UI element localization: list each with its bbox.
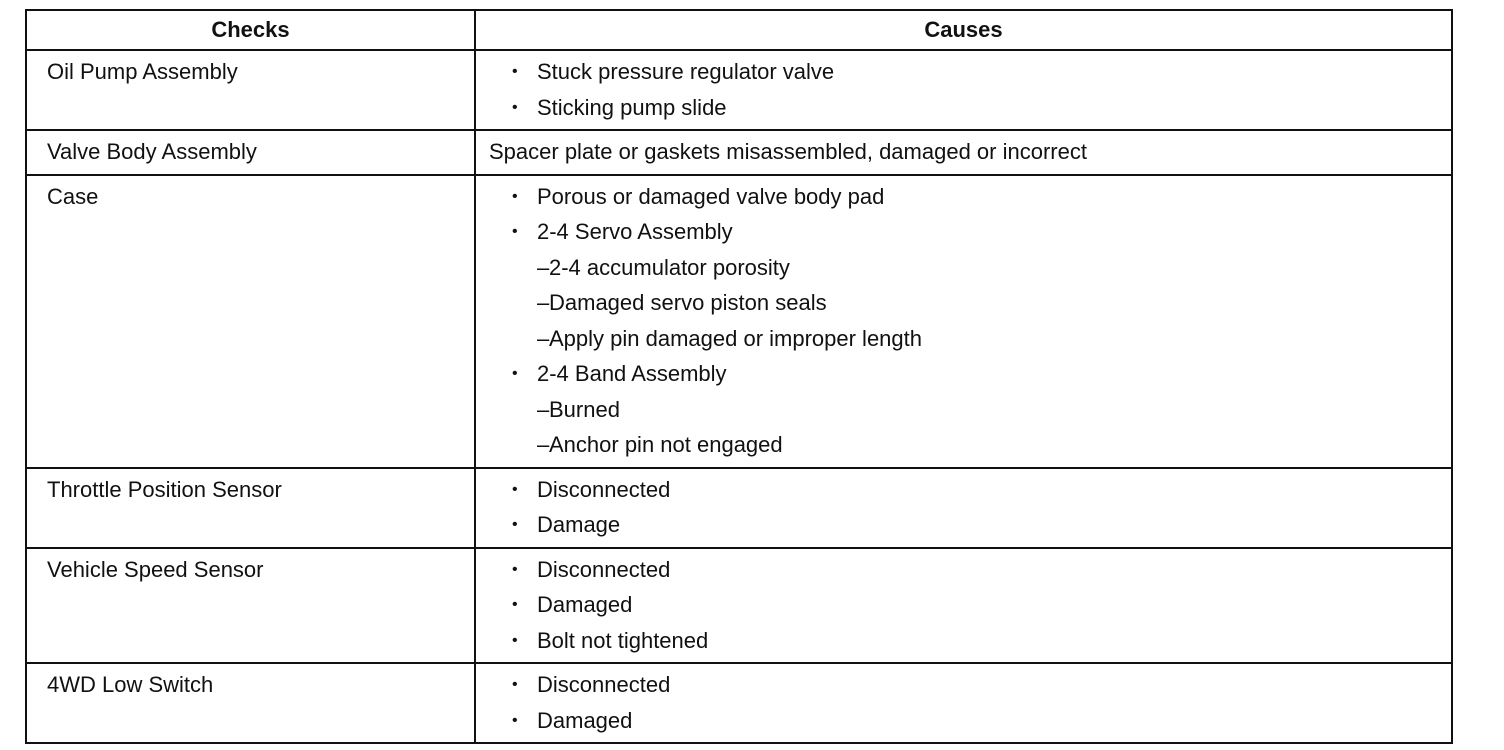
check-cell: [26, 548, 475, 664]
table-body: [26, 50, 1452, 743]
cause-text: Bolt not tightened: [537, 627, 709, 653]
causes-cell: [475, 468, 1452, 548]
bullet-icon: •: [512, 63, 518, 80]
dash-icon: –: [537, 396, 550, 422]
sub-cause-item: [537, 250, 1451, 286]
check-label: Throttle Position Sensor: [47, 476, 282, 502]
sub-cause-text: Burned: [549, 396, 620, 422]
cause-item: [476, 587, 1451, 623]
check-cell: [26, 175, 475, 468]
sub-cause-list: [537, 392, 1451, 463]
sub-cause-text: Damaged servo piston seals: [549, 290, 827, 315]
bullet-icon: •: [512, 560, 518, 578]
cause-list: [476, 667, 1451, 738]
cause-item: [476, 179, 1451, 215]
bullet-icon: •: [512, 187, 518, 205]
causes-cell: [475, 175, 1452, 468]
dash-icon: –: [537, 325, 550, 351]
sub-cause-text: 2-4 accumulator porosity: [549, 254, 790, 280]
cause-text: Damaged: [537, 592, 633, 617]
causes-cell: [475, 663, 1452, 743]
causes-header: Causes: [475, 10, 1452, 50]
dash-icon: –: [537, 254, 550, 280]
cause-text: Damaged: [537, 707, 633, 733]
cause-item: [476, 472, 1451, 508]
cause-item: [476, 90, 1451, 126]
cause-item: [476, 703, 1451, 739]
cause-text: Disconnected: [537, 476, 671, 502]
checks-header: Checks: [26, 10, 475, 50]
check-label: Valve Body Assembly: [47, 139, 257, 164]
sub-cause-text: Anchor pin not engaged: [549, 432, 783, 457]
check-label: Vehicle Speed Sensor: [47, 556, 264, 582]
checks-causes-table: [25, 9, 1453, 744]
bullet-icon: •: [512, 480, 518, 498]
sub-cause-item: [537, 427, 1451, 463]
bullet-icon: •: [512, 596, 518, 613]
cause-text: Porous or damaged valve body pad: [537, 183, 885, 209]
sub-cause-item: [537, 321, 1451, 357]
bullet-icon: •: [512, 223, 518, 240]
cause-item: [476, 54, 1451, 90]
table-row: [26, 175, 1452, 468]
cause-item: [476, 667, 1451, 703]
bullet-icon: •: [512, 516, 518, 533]
check-cell: [26, 130, 475, 175]
cause-item: [476, 214, 1451, 356]
dash-icon: –: [537, 432, 550, 457]
cause-item: [476, 623, 1451, 659]
table-row: [26, 50, 1452, 130]
bullet-icon: •: [512, 365, 518, 382]
check-label: Case: [47, 183, 99, 209]
sub-cause-item: [537, 285, 1451, 321]
cause-list: [476, 54, 1451, 125]
sub-cause-item: [537, 392, 1451, 428]
cause-item: [476, 552, 1451, 588]
cause-text: Stuck pressure regulator valve: [537, 59, 835, 84]
bullet-icon: •: [512, 98, 518, 116]
dash-icon: –: [537, 290, 550, 315]
header-row: [26, 10, 1452, 50]
cause-text: Spacer plate or gaskets misassembled, damaged or incorrect: [489, 139, 1087, 164]
causes-cell: [475, 50, 1452, 130]
cause-text: Sticking pump slide: [537, 94, 727, 120]
cause-text: Damage: [537, 512, 621, 537]
sub-cause-list: [537, 250, 1451, 357]
cause-list: [476, 472, 1451, 543]
causes-cell: [475, 548, 1452, 664]
table-row: [26, 663, 1452, 743]
cause-text: Disconnected: [537, 672, 671, 697]
sub-cause-text: Apply pin damaged or improper length: [549, 325, 923, 351]
bullet-icon: •: [512, 631, 518, 649]
check-label: Oil Pump Assembly: [47, 59, 238, 84]
cause-list: [476, 552, 1451, 659]
bullet-icon: •: [512, 711, 518, 729]
table-row: [26, 468, 1452, 548]
causes-cell: [475, 130, 1452, 175]
check-label: 4WD Low Switch: [47, 672, 214, 697]
check-cell: [26, 50, 475, 130]
cause-text: 2-4 Servo Assembly: [537, 219, 733, 244]
table-row: [26, 548, 1452, 664]
cause-text: 2-4 Band Assembly: [537, 361, 727, 386]
diagnosis-table-sheet: [25, 9, 1451, 744]
check-cell: [26, 663, 475, 743]
cause-item: [476, 507, 1451, 543]
bullet-icon: •: [512, 676, 518, 693]
cause-text: Disconnected: [537, 556, 671, 582]
table-row: [26, 130, 1452, 175]
cause-list: [476, 179, 1451, 463]
cause-item: [476, 356, 1451, 463]
check-cell: [26, 468, 475, 548]
